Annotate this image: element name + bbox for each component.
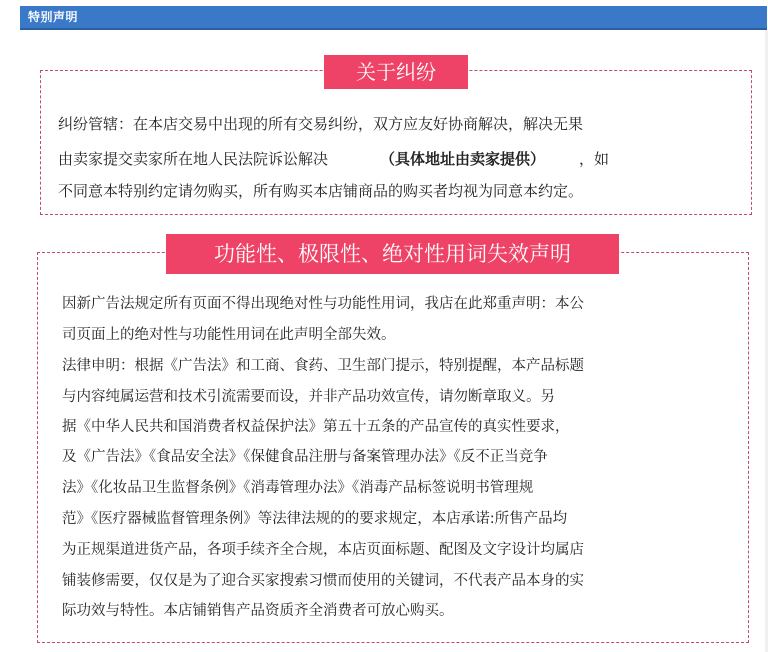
section-header-bar [20,6,767,30]
disclaimer-line-7: 法》《化妆品卫生监督条例》《消毒管理办法》《消毒产品标签说明书管理规 [62,480,534,496]
disclaimer-line-2: 司页面上的绝对性与功能性用词在此声明全部失效。 [62,327,396,343]
disclaimer-line-5: 据《中华人民共和国消费者权益保护法》第五十五条的产品宣传的真实性要求， [62,419,570,435]
disclaimer-section-tag: 功能性、极限性、绝对性用词失效声明 [166,234,619,274]
disclaimer-line-11: 际功效与特性。本店铺销售产品资质齐全消费者可放心购买。 [62,603,454,619]
disclaimer-line-9: 为正规渠道进货产品，各项手续齐全合规，本店页面标题、配图及文字设计均属店 [62,542,584,558]
dispute-line-2-tail: ，如 [579,150,610,168]
disclaimer-line-6: 及《广告法》《食品安全法》《保健食品注册与备案管理办法》《反不正当竞争 [62,449,548,465]
disclaimer-line-8: 范》《医疗器械监督管理条例》等法律法规的的要求规定，本店承诺:所售产品均 [62,511,568,527]
dispute-address-note: （具体地址由卖家提供） [380,150,546,168]
dispute-line-2-text: 由卖家提交卖家所在地人民法院诉讼解决 [58,150,329,168]
dispute-line-2 [58,148,609,169]
disclaimer-line-1: 因新广告法规定所有页面不得出现绝对性与功能性用词，我店在此郑重声明：本公 [62,296,584,312]
dispute-line-1: 纠纷管辖：在本店交易中出现的所有交易纠纷，双方应友好协商解决，解决无果 [58,115,584,133]
dispute-line-3: 不同意本特别约定请勿购买，所有购买本店铺商品的购买者均视为同意本约定。 [58,182,584,200]
disclaimer-line-3: 法律申明：根据《广告法》和工商、食药、卫生部门提示，特别提醒，本产品标题 [62,358,584,374]
disclaimer-line-10: 铺装修需要，仅仅是为了迎合买家搜索习惯而使用的关键词，不代表产品本身的实 [62,573,584,589]
header-title: 特别声明 [28,10,79,24]
dispute-section-tag: 关于纠纷 [324,55,468,89]
disclaimer-line-4: 与内容纯属运营和技术引流需要而设，并非产品功效宣传，请勿断章取义。另 [62,389,555,405]
